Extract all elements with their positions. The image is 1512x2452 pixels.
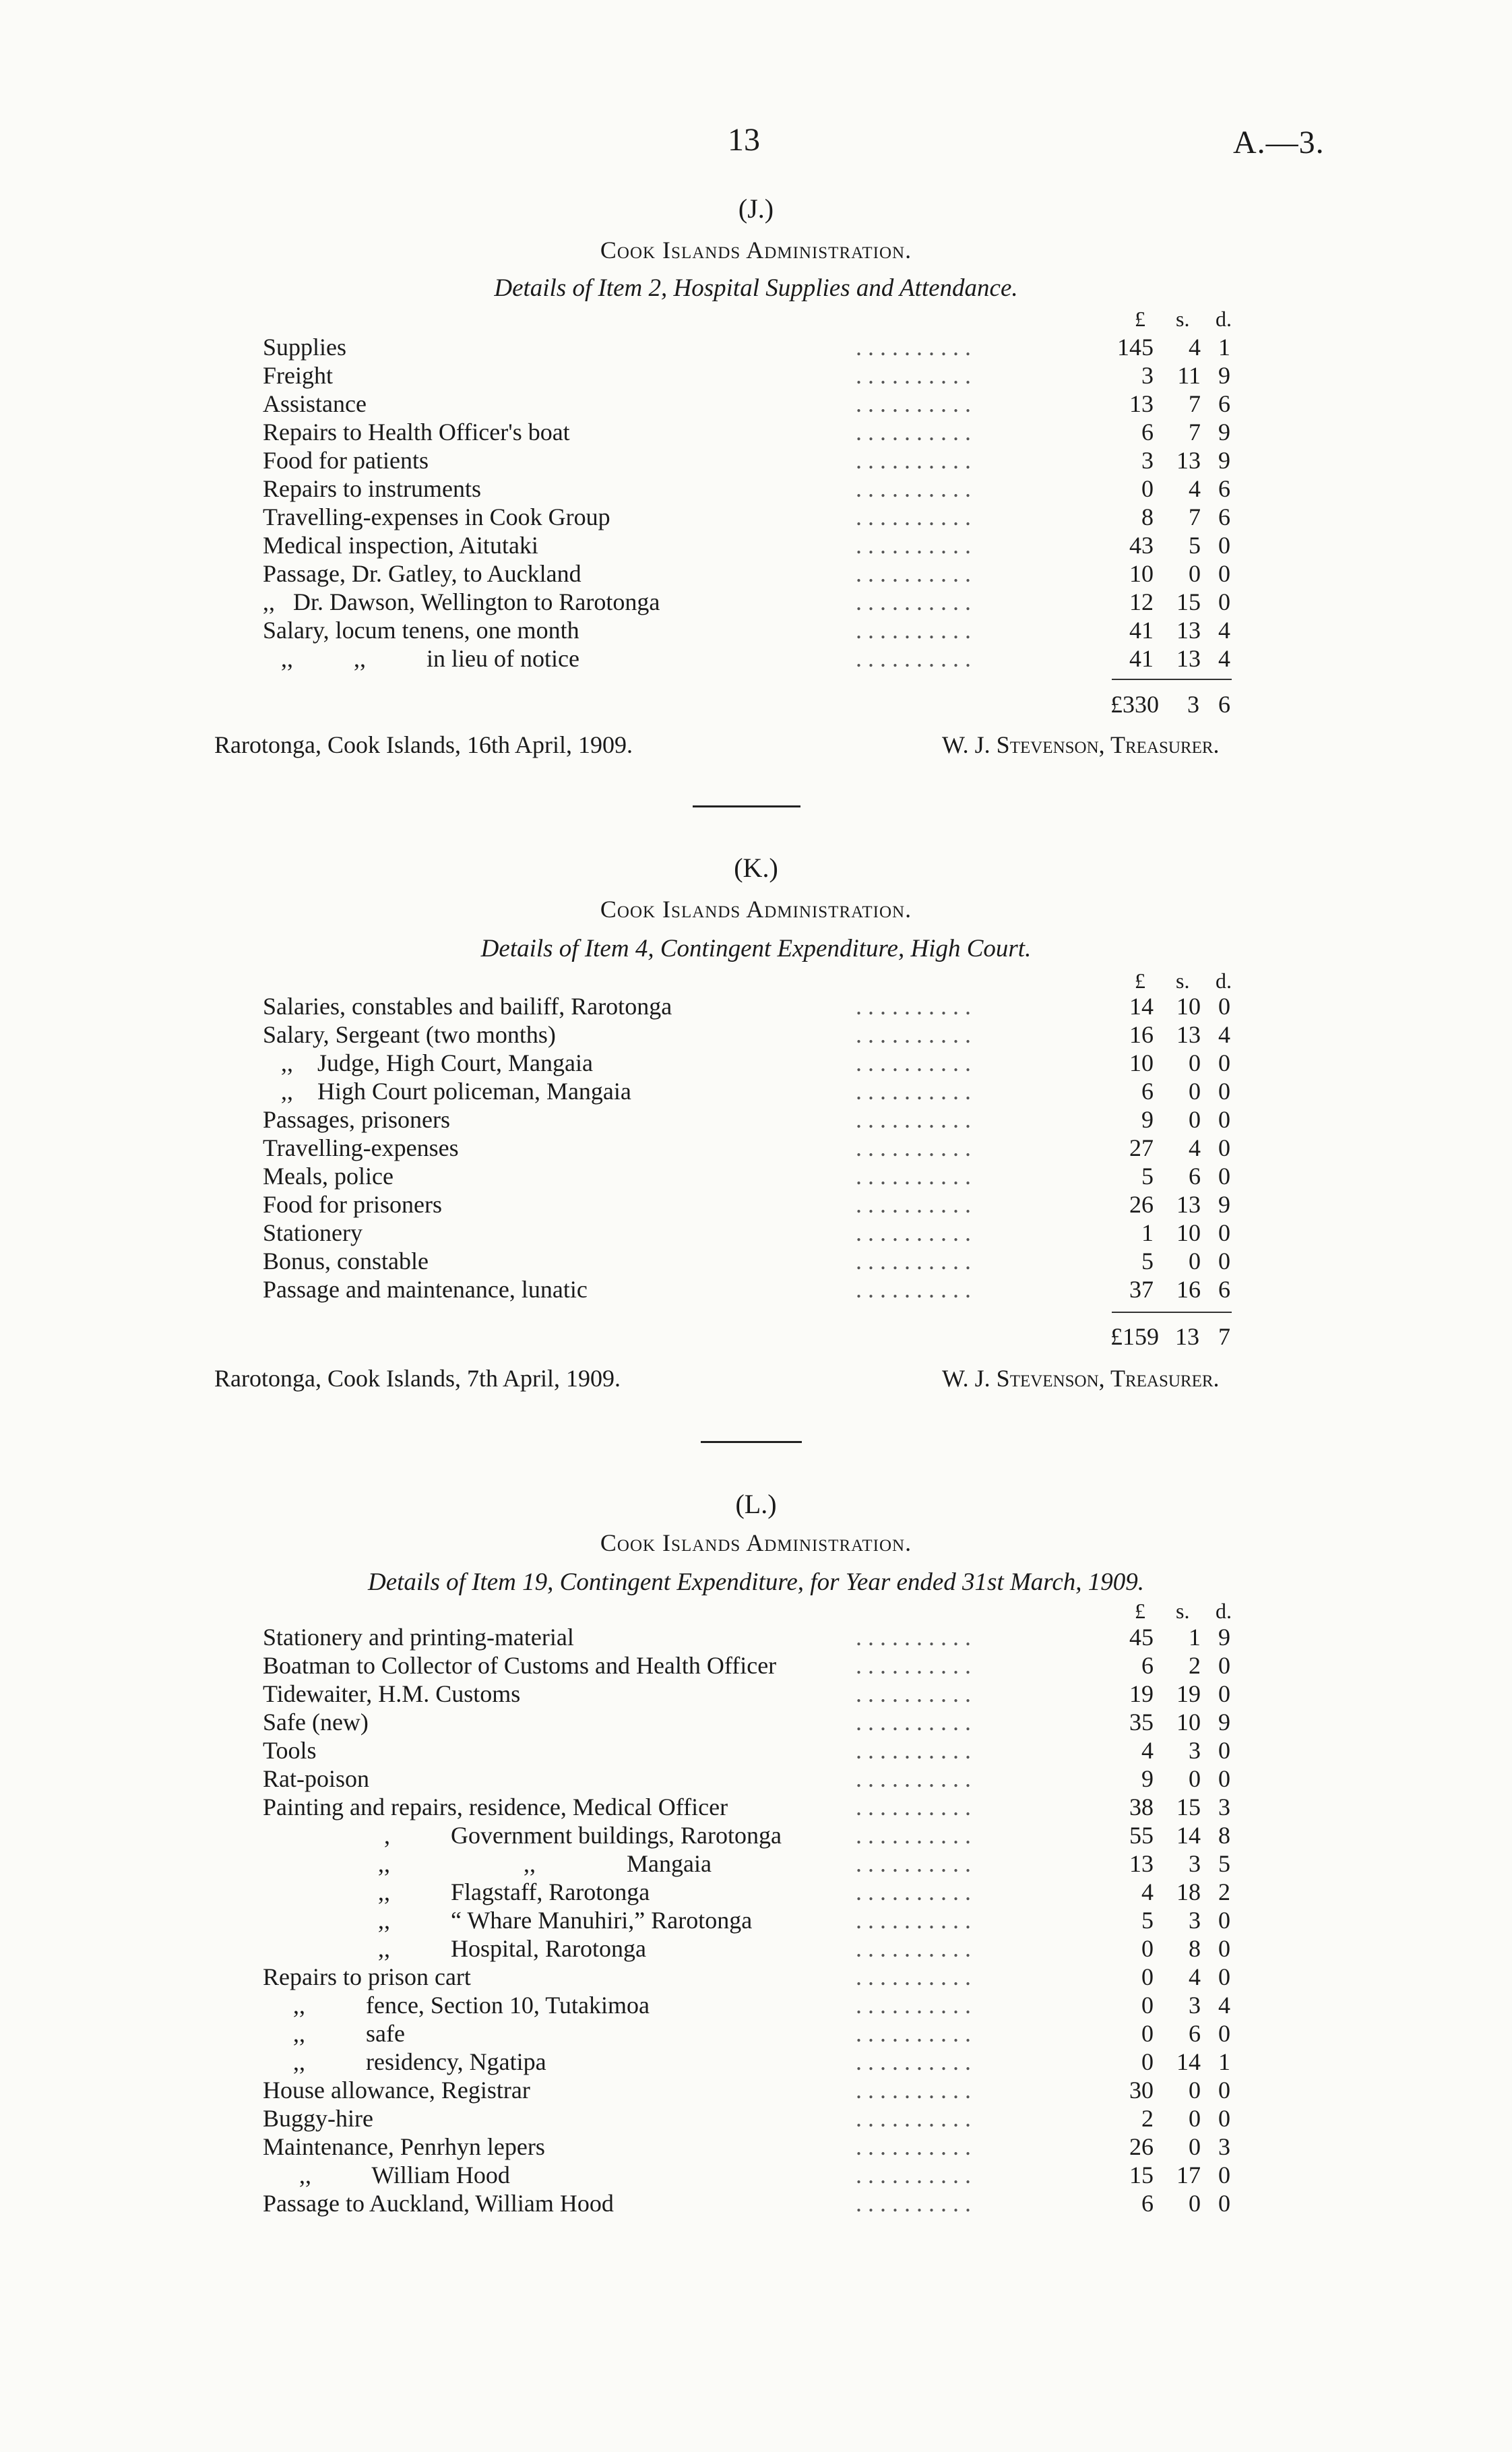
ledger-pence: 4 [1218,645,1230,672]
ledger-row-label: ,, ,, Mangaia [263,1850,712,1877]
ledger-pounds: 41 [1129,617,1154,644]
ledger-shillings: 3 [1189,1850,1201,1877]
ledger-row [263,1765,1247,1793]
ledger-row-label: Meals, police [263,1163,393,1190]
ledger-pounds: 6 [1141,2190,1154,2217]
ledger-row [263,1878,1247,1906]
ledger-shillings: 13 [1176,645,1201,672]
leader-dots: . . . . . . . . . . [856,2133,971,2160]
leader-dots: . . . . . . . . . . [856,419,971,446]
ledger-row-label: Repairs to Health Officer's boat [263,419,570,446]
leader-dots: . . . . . . . . . . [856,390,971,417]
ledger-pence: 0 [1218,1765,1230,1792]
ledger-shillings: 6 [1189,2020,1201,2047]
ledger-row [263,1906,1247,1934]
section-l-label: (L.) [735,1489,777,1519]
ledger-row [263,1651,1247,1680]
ledger-pounds: 14 [1129,993,1154,1020]
leader-dots: . . . . . . . . . . [856,1907,971,1934]
ledger-shillings: 0 [1189,2190,1201,2217]
ledger-pounds: 4 [1141,1737,1154,1764]
section-k-total-pence: 7 [1218,1323,1230,1350]
ledger-shillings: 0 [1189,560,1201,587]
ledger-pounds: 0 [1141,2048,1154,2075]
ledger-row [263,2189,1247,2217]
ledger-pounds: 0 [1141,1963,1154,1990]
ledger-pounds: 13 [1129,390,1154,417]
ledger-shillings: 3 [1189,1992,1201,2019]
ledger-shillings: 18 [1176,1878,1201,1905]
ledger-pounds: 38 [1129,1794,1154,1820]
ledger-row [263,1821,1247,1849]
section-j-subtitle: Details of Item 2, Hospital Supplies and Attendance. [494,274,1018,302]
ledger-pence: 0 [1218,1248,1230,1275]
ledger-pence: 1 [1218,334,1230,361]
ledger-shillings: 10 [1176,993,1201,1020]
section-j-shillings-header: s. [1176,307,1190,331]
document-reference: A.—3. [1233,125,1325,160]
ledger-row-label: House allowance, Registrar [263,2077,530,2104]
ledger-pounds: 9 [1141,1106,1154,1133]
ledger-row-label: Tools [263,1737,317,1764]
leader-dots: . . . . . . . . . . [856,1765,971,1792]
ledger-shillings: 7 [1189,419,1201,446]
ledger-row [263,1134,1247,1162]
leader-dots: . . . . . . . . . . [856,1822,971,1849]
ledger-row-label: Assistance [263,390,367,417]
ledger-shillings: 3 [1189,1907,1201,1934]
ledger-row [263,2076,1247,2104]
ledger-pence: 9 [1218,1191,1230,1218]
section-j-pounds-header: £ [1135,307,1145,331]
ledger-pounds: 35 [1129,1709,1154,1736]
section-j-total-shillings: 3 [1187,691,1199,718]
ledger-pence: 3 [1218,2133,1230,2160]
ledger-pounds: 16 [1129,1021,1154,1048]
ledger-pounds: 145 [1117,334,1154,361]
section-k-pence-header: d. [1216,969,1232,993]
ledger-row-label: ,, Judge, High Court, Mangaia [263,1049,593,1076]
ledger-row-label: Passages, prisoners [263,1106,450,1133]
ledger-row-label: Passage, Dr. Gatley, to Auckland [263,560,581,587]
ledger-pounds: 26 [1129,1191,1154,1218]
ledger-shillings: 0 [1189,1078,1201,1105]
ledger-pounds: 10 [1129,560,1154,587]
ledger-row-label: ,, Flagstaff, Rarotonga [263,1878,650,1905]
section-l-subtitle: Details of Item 19, Contingent Expenditure, for Year ended 31st March, 1909. [367,1568,1145,1596]
section-j-place-date: Rarotonga, Cook Islands, 16th April, 1909. [214,731,633,758]
ledger-row-label: , Government buildings, Rarotonga [263,1822,782,1849]
ledger-pence: 0 [1218,1163,1230,1190]
ledger-row-label: Salary, locum tenens, one month [263,617,579,644]
section-j-title: Cook Islands Administration. [600,237,912,264]
ledger-row [263,1708,1247,1736]
leader-dots: . . . . . . . . . . [856,1106,971,1133]
section-k-pounds-header: £ [1135,969,1145,993]
ledger-shillings: 8 [1189,1935,1201,1962]
ledger-row [263,1680,1247,1708]
ledger-row [263,1623,1247,1651]
ledger-shillings: 10 [1176,1219,1201,1246]
section-l-shillings-header: s. [1176,1599,1190,1623]
ledger-pence: 0 [1218,1737,1230,1764]
leader-dots: . . . . . . . . . . [856,1709,971,1736]
section-j-total-rule [1112,679,1232,680]
ledger-pounds: 15 [1129,2162,1154,2188]
ledger-row-label: Rat-poison [263,1765,369,1792]
ledger-row-label: Buggy-hire [263,2105,373,2132]
ledger-row [263,418,1247,446]
ledger-pence: 9 [1218,419,1230,446]
ledger-row-label: Passage and maintenance, lunatic [263,1276,588,1303]
leader-dots: . . . . . . . . . . [856,334,971,361]
ledger-pence: 4 [1218,617,1230,644]
leader-dots: . . . . . . . . . . [856,1191,971,1218]
ledger-pence: 9 [1218,1709,1230,1736]
ledger-row-label: Bonus, constable [263,1248,429,1275]
ledger-pounds: 43 [1129,532,1154,559]
ledger-pence: 0 [1218,2077,1230,2104]
ledger-row-label: Food for patients [263,447,429,474]
ledger-pounds: 4 [1141,1878,1154,1905]
ledger-pence: 6 [1218,1276,1230,1303]
ledger-shillings: 0 [1189,1248,1201,1275]
ledger-row-label: Medical inspection, Aitutaki [263,532,538,559]
ledger-pence: 0 [1218,1935,1230,1962]
leader-dots: . . . . . . . . . . [856,362,971,389]
ledger-row [263,503,1247,531]
section-j-label: (J.) [738,193,774,224]
ledger-pence: 0 [1218,532,1230,559]
leader-dots: . . . . . . . . . . [856,588,971,615]
section-k-signatory: W. J. Stevenson, Treasurer. [942,1365,1220,1392]
leader-dots: . . . . . . . . . . [856,1680,971,1707]
section-k-label: (K.) [734,853,778,883]
ledger-shillings: 2 [1189,1652,1201,1679]
ledger-row [263,1963,1247,1991]
ledger-shillings: 0 [1189,1049,1201,1076]
leader-dots: . . . . . . . . . . [856,1992,971,2019]
ledger-pounds: 1 [1141,1219,1154,1246]
leader-dots: . . . . . . . . . . [856,645,971,672]
ledger-pounds: 0 [1141,1992,1154,2019]
ledger-shillings: 16 [1176,1276,1201,1303]
ledger-row [263,1793,1247,1821]
leader-dots: . . . . . . . . . . [856,993,971,1020]
ledger-pounds: 0 [1141,1935,1154,1962]
leader-dots: . . . . . . . . . . [856,1963,971,1990]
ledger-row [263,390,1247,418]
ledger-pence: 9 [1218,1624,1230,1651]
ledger-row-label: Food for prisoners [263,1191,442,1218]
section-j-total-pounds: £330 [1110,691,1159,718]
ledger-row [263,1736,1247,1765]
ledger-pounds: 55 [1129,1822,1154,1849]
ledger-row [263,1077,1247,1105]
ledger-pence: 9 [1218,362,1230,389]
ledger-row-label: Stationery [263,1219,363,1246]
ledger-row-label: ,, fence, Section 10, Tutakimoa [263,1992,650,2019]
ledger-row [263,1849,1247,1878]
ledger-pounds: 45 [1129,1624,1154,1651]
ledger-pence: 0 [1218,2020,1230,2047]
section-l-pence-header: d. [1216,1599,1232,1623]
ledger-shillings: 19 [1176,1680,1201,1707]
leader-dots: . . . . . . . . . . [856,475,971,502]
ledger-pence: 8 [1218,1822,1230,1849]
page-number: 13 [728,122,760,158]
ledger-pence: 1 [1218,2048,1230,2075]
ledger-pounds: 9 [1141,1765,1154,1792]
ledger-pounds: 5 [1141,1907,1154,1934]
section-k-place-date: Rarotonga, Cook Islands, 7th April, 1909. [214,1365,621,1392]
leader-dots: . . . . . . . . . . [856,1935,971,1962]
ledger-shillings: 6 [1189,1163,1201,1190]
ledger-row-label: ,, “ Whare Manuhiri,” Rarotonga [263,1907,753,1934]
ledger-shillings: 13 [1176,1191,1201,1218]
ledger-row [263,333,1247,361]
ledger-pence: 6 [1218,503,1230,530]
leader-dots: . . . . . . . . . . [856,1219,971,1246]
ledger-shillings: 0 [1189,2105,1201,2132]
leader-dots: . . . . . . . . . . [856,447,971,474]
ledger-row-label: Freight [263,362,333,389]
ledger-pence: 0 [1218,588,1230,615]
ledger-pounds: 2 [1141,2105,1154,2132]
ledger-row [263,992,1247,1020]
leader-dots: . . . . . . . . . . [856,2020,971,2047]
ledger-row-label: Stationery and printing-material [263,1624,574,1651]
ledger-row [263,1162,1247,1190]
ledger-pounds: 5 [1141,1248,1154,1275]
ledger-shillings: 15 [1176,588,1201,615]
section-k-subtitle: Details of Item 4, Contingent Expenditure, High Court. [480,935,1032,962]
section-k-shillings-header: s. [1176,969,1190,993]
ledger-pounds: 41 [1129,645,1154,672]
ledger-pence: 4 [1218,1992,1230,2019]
ledger-pence: 0 [1218,560,1230,587]
ledger-row [263,588,1247,616]
ledger-shillings: 5 [1189,532,1201,559]
ledger-row-label: ,, residency, Ngatipa [263,2048,546,2075]
ledger-row [263,2133,1247,2161]
leader-dots: . . . . . . . . . . [856,560,971,587]
leader-dots: . . . . . . . . . . [856,2048,971,2075]
ledger-pence: 0 [1218,1907,1230,1934]
ledger-row [263,446,1247,474]
ledger-pounds: 19 [1129,1680,1154,1707]
ledger-pence: 5 [1218,1850,1230,1877]
ledger-row-label: Salary, Sergeant (two months) [263,1021,556,1048]
ledger-pence: 0 [1218,1963,1230,1990]
leader-dots: . . . . . . . . . . [856,1652,971,1679]
ledger-pounds: 10 [1129,1049,1154,1076]
ledger-shillings: 11 [1177,362,1201,389]
section-k-total-pounds: £159 [1110,1323,1159,1350]
ledger-shillings: 14 [1176,2048,1201,2075]
ledger-pounds: 5 [1141,1163,1154,1190]
ledger-row [263,559,1247,588]
ledger-row [263,1219,1247,1247]
section-k-total-shillings: 13 [1175,1323,1199,1350]
ledger-pence: 6 [1218,475,1230,502]
separator-rule-2 [701,1441,802,1443]
ledger-pounds: 3 [1141,362,1154,389]
ledger-shillings: 17 [1176,2162,1201,2188]
ledger-pounds: 6 [1141,1652,1154,1679]
ledger-row-label: Maintenance, Penrhyn lepers [263,2133,545,2160]
leader-dots: . . . . . . . . . . [856,1021,971,1048]
ledger-pence: 6 [1218,390,1230,417]
ledger-shillings: 7 [1189,503,1201,530]
ledger-shillings: 4 [1189,334,1201,361]
ledger-row [263,2104,1247,2133]
ledger-shillings: 13 [1176,1021,1201,1048]
section-l-title: Cook Islands Administration. [600,1529,912,1556]
leader-dots: . . . . . . . . . . [856,1737,971,1764]
ledger-shillings: 15 [1176,1794,1201,1820]
leader-dots: . . . . . . . . . . [856,617,971,644]
section-j-total-pence: 6 [1218,691,1230,718]
leader-dots: . . . . . . . . . . [856,1794,971,1820]
leader-dots: . . . . . . . . . . [856,503,971,530]
ledger-shillings: 4 [1189,1963,1201,1990]
ledger-row-label: Travelling-expenses in Cook Group [263,503,610,530]
ledger-pence: 0 [1218,1106,1230,1133]
section-l-pounds-header: £ [1135,1599,1145,1623]
leader-dots: . . . . . . . . . . [856,1163,971,1190]
ledger-row-label: ,, safe [263,2020,405,2047]
ledger-pence: 0 [1218,993,1230,1020]
ledger-row-label: ,, Hospital, Rarotonga [263,1935,646,1962]
ledger-row [263,1247,1247,1275]
ledger-pence: 0 [1218,1078,1230,1105]
ledger-row-label: Repairs to instruments [263,475,481,502]
leader-dots: . . . . . . . . . . [856,2190,971,2217]
ledger-pounds: 26 [1129,2133,1154,2160]
ledger-shillings: 0 [1189,2077,1201,2104]
leader-dots: . . . . . . . . . . [856,1134,971,1161]
leader-dots: . . . . . . . . . . [856,2105,971,2132]
leader-dots: . . . . . . . . . . [856,1078,971,1105]
ledger-shillings: 4 [1189,475,1201,502]
ledger-row-label: Safe (new) [263,1709,369,1736]
ledger-pounds: 6 [1141,1078,1154,1105]
ledger-pence: 3 [1218,1794,1230,1820]
ledger-row-label: ,, ,, in lieu of notice [263,645,579,672]
ledger-shillings: 0 [1189,2133,1201,2160]
ledger-pounds: 37 [1129,1276,1154,1303]
ledger-row-label: Salaries, constables and bailiff, Rarotonga [263,993,672,1020]
ledger-pence: 4 [1218,1021,1230,1048]
ledger-row-label: Painting and repairs, residence, Medical Officer [263,1794,728,1820]
ledger-row-label: Tidewaiter, H.M. Customs [263,1680,521,1707]
ledger-shillings: 13 [1176,617,1201,644]
leader-dots: . . . . . . . . . . [856,2162,971,2188]
ledger-shillings: 7 [1189,390,1201,417]
leader-dots: . . . . . . . . . . [856,1049,971,1076]
ledger-row [263,1934,1247,1963]
leader-dots: . . . . . . . . . . [856,1850,971,1877]
ledger-row-label: ,, Dr. Dawson, Wellington to Rarotonga [263,588,660,615]
ledger-pence: 0 [1218,1680,1230,1707]
section-j-signatory: W. J. Stevenson, Treasurer. [942,731,1220,758]
ledger-shillings: 0 [1189,1765,1201,1792]
ledger-pounds: 30 [1129,2077,1154,2104]
ledger-row-label: Boatman to Collector of Customs and Health Officer [263,1652,777,1679]
ledger-row [263,2161,1247,2189]
ledger-pence: 0 [1218,2162,1230,2188]
leader-dots: . . . . . . . . . . [856,1248,971,1275]
ledger-row-label: Repairs to prison cart [263,1963,471,1990]
ledger-row [263,2019,1247,2048]
ledger-pounds: 6 [1141,419,1154,446]
ledger-row [263,1105,1247,1134]
ledger-row [263,1275,1247,1304]
ledger-shillings: 14 [1176,1822,1201,1849]
ledger-row [263,616,1247,644]
leader-dots: . . . . . . . . . . [856,1624,971,1651]
ledger-pence: 0 [1218,1652,1230,1679]
ledger-pence: 2 [1218,1878,1230,1905]
section-k-total-rule [1112,1312,1232,1313]
ledger-row [263,1020,1247,1049]
ledger-pence: 0 [1218,1134,1230,1161]
ledger-row-label: Travelling-expenses [263,1134,459,1161]
ledger-pence: 0 [1218,1219,1230,1246]
ledger-row [263,1190,1247,1219]
leader-dots: . . . . . . . . . . [856,2077,971,2104]
ledger-pence: 0 [1218,2190,1230,2217]
section-k-title: Cook Islands Administration. [600,896,912,923]
ledger-row [263,361,1247,390]
ledger-row-label: ,, William Hood [263,2162,510,2188]
ledger-row-label: Passage to Auckland, William Hood [263,2190,614,2217]
ledger-row [263,474,1247,503]
ledger-shillings: 0 [1189,1106,1201,1133]
leader-dots: . . . . . . . . . . [856,532,971,559]
ledger-pounds: 0 [1141,475,1154,502]
ledger-row-label: ,, High Court policeman, Mangaia [263,1078,631,1105]
ledger-pounds: 13 [1129,1850,1154,1877]
ledger-row-label: Supplies [263,334,347,361]
ledger-pounds: 3 [1141,447,1154,474]
ledger-shillings: 10 [1176,1709,1201,1736]
ledger-pounds: 27 [1129,1134,1154,1161]
section-j-pence-header: d. [1216,307,1232,331]
ledger-row [263,1991,1247,2019]
ledger-pounds: 0 [1141,2020,1154,2047]
ledger-shillings: 4 [1189,1134,1201,1161]
separator-rule-1 [693,805,800,807]
ledger-shillings: 1 [1189,1624,1201,1651]
ledger-pence: 0 [1218,1049,1230,1076]
ledger-pence: 0 [1218,2105,1230,2132]
ledger-row [263,644,1247,673]
ledger-pounds: 8 [1141,503,1154,530]
ledger-pence: 9 [1218,447,1230,474]
ledger-row [263,1049,1247,1077]
ledger-row [263,2048,1247,2076]
ledger-pounds: 12 [1129,588,1154,615]
leader-dots: . . . . . . . . . . [856,1276,971,1303]
leader-dots: . . . . . . . . . . [856,1878,971,1905]
ledger-shillings: 13 [1176,447,1201,474]
ledger-row [263,531,1247,559]
ledger-shillings: 3 [1189,1737,1201,1764]
